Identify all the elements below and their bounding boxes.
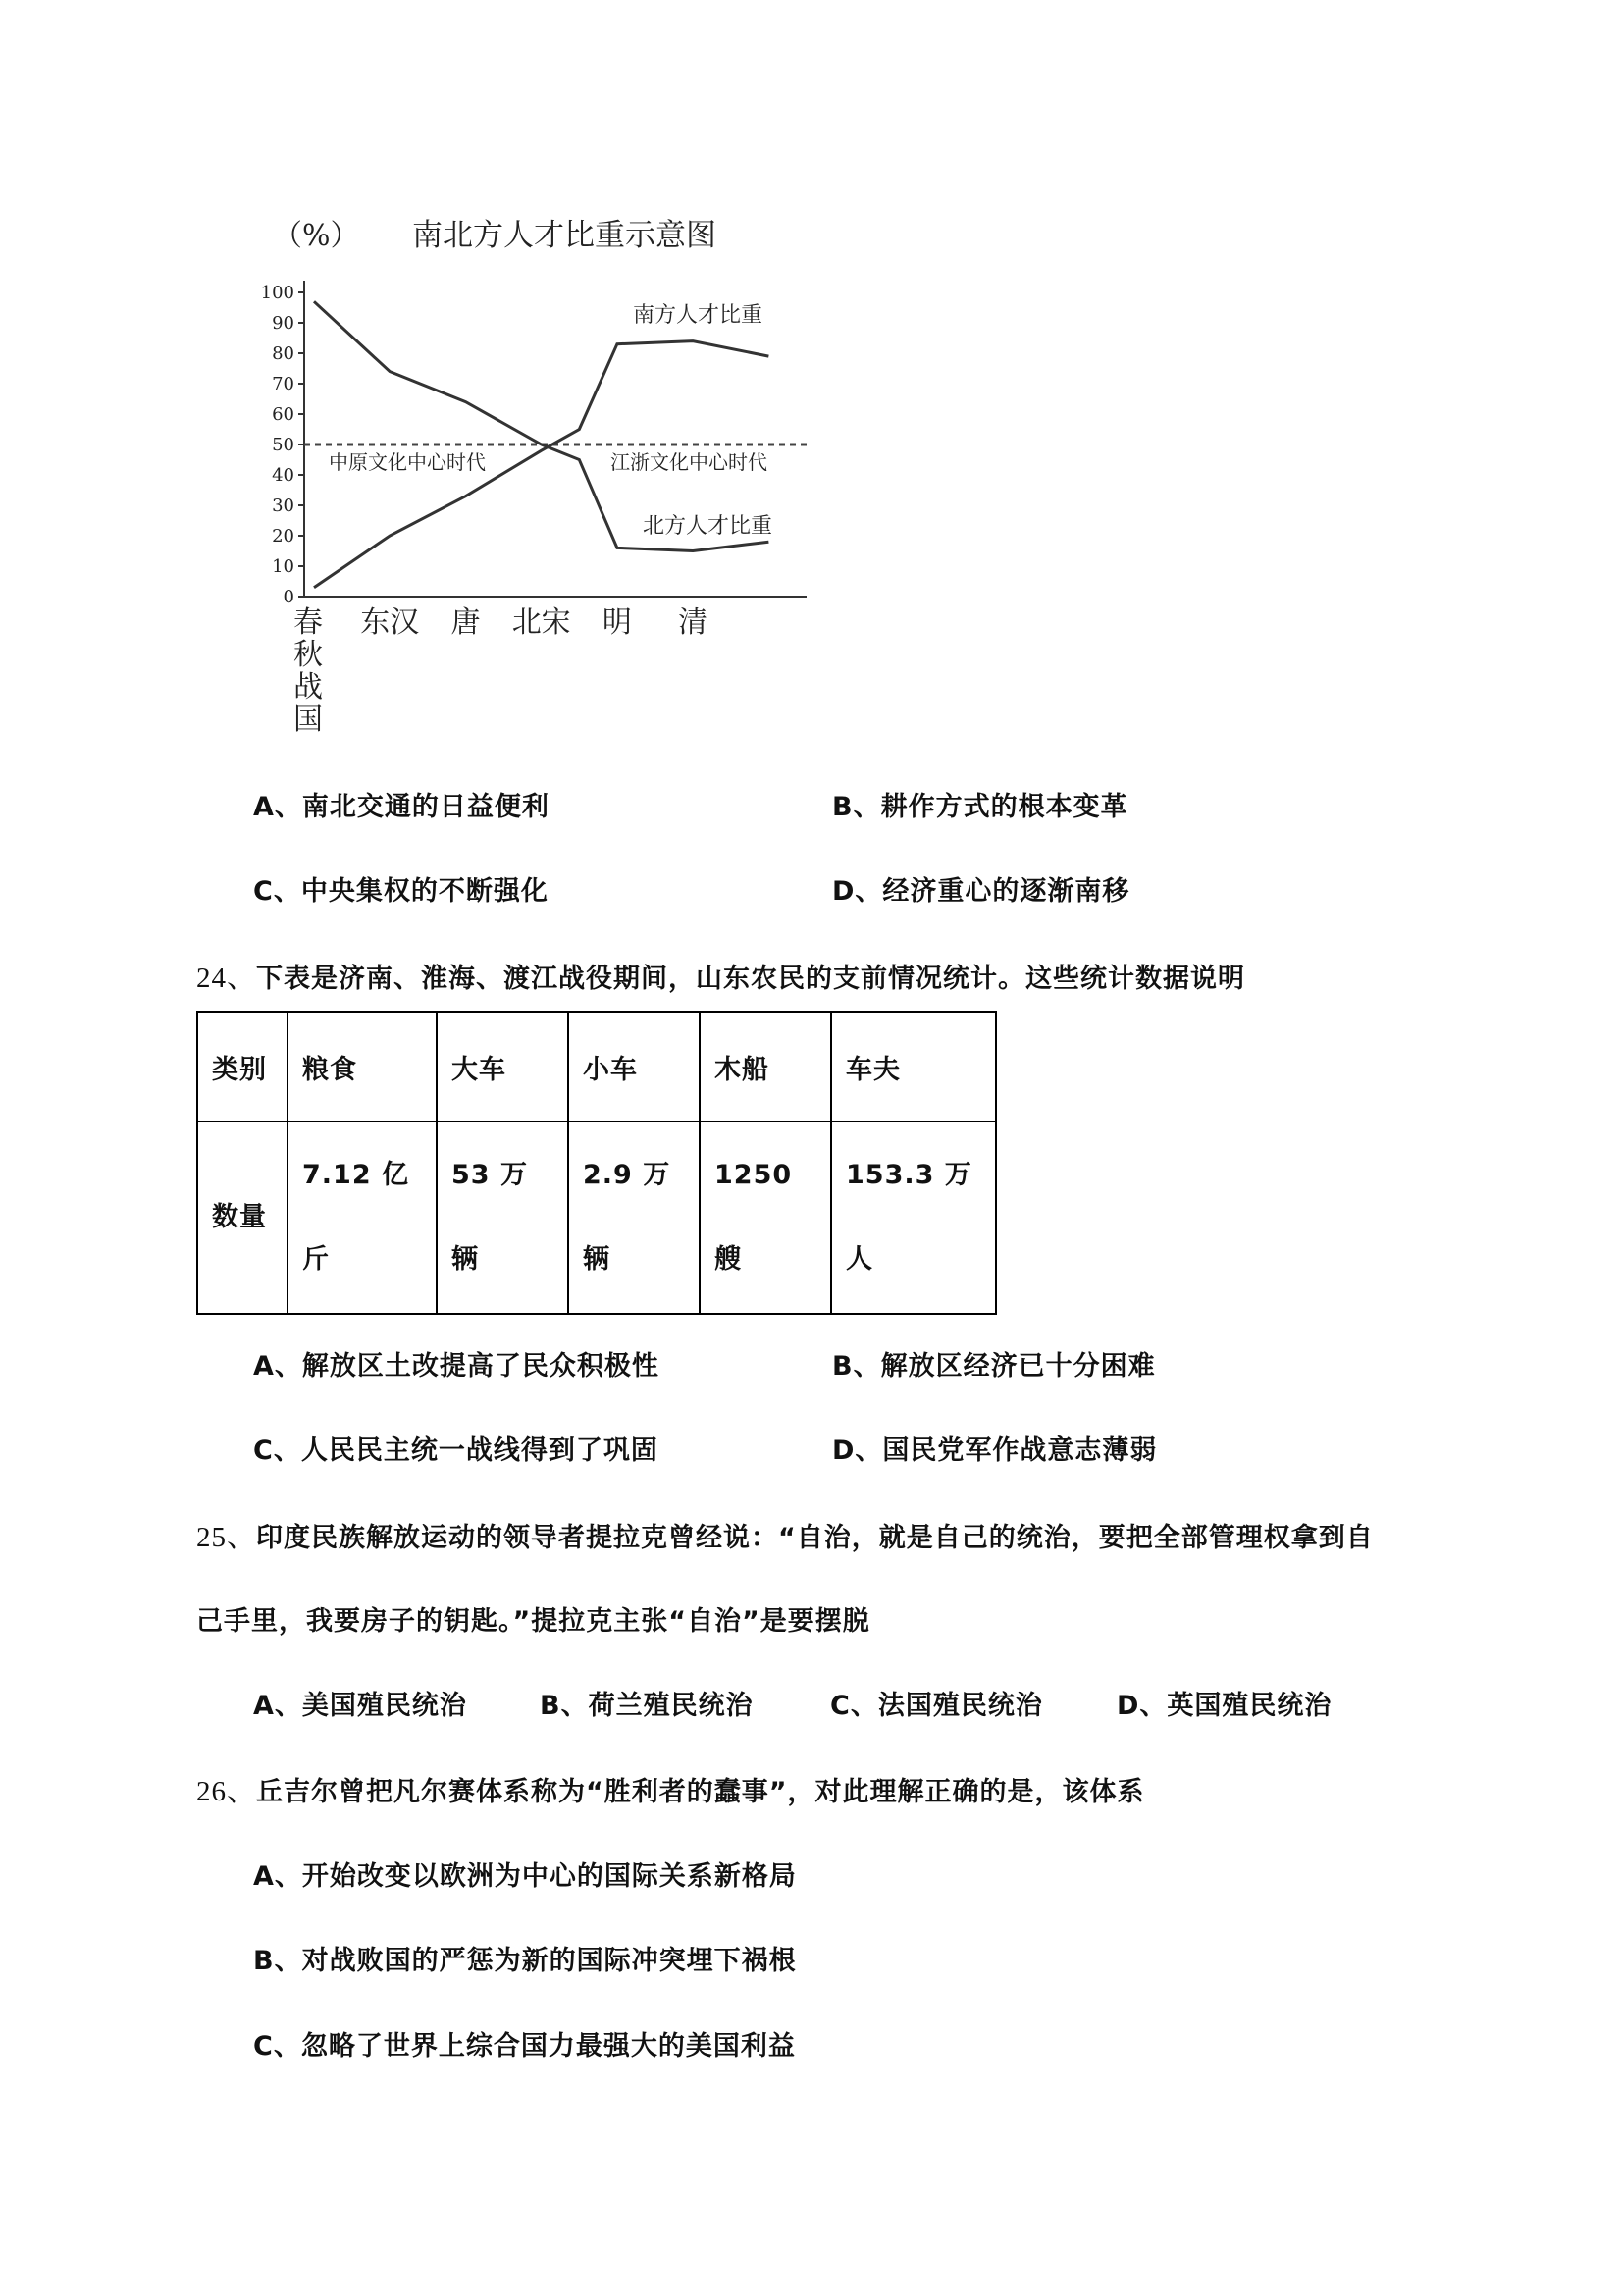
chart-title: 南北方人才比重示意图 <box>412 218 716 253</box>
table-cell <box>700 1122 831 1314</box>
table-header-cell: 粮食 <box>288 1012 437 1122</box>
q24-option-c[interactable]: C、人民民主统一战线得到了巩固 <box>253 1435 658 1466</box>
x-tick-label: 唐 <box>450 605 481 640</box>
q25-stem-line1 <box>196 1515 1374 1555</box>
q24-option-d[interactable]: D、国民党军作战意志薄弱 <box>832 1435 1158 1466</box>
q26-number: 26、 <box>196 1776 257 1807</box>
x-tick-label: 春秋战国 <box>293 605 323 737</box>
q24-option-b[interactable]: B、解放区经济已十分困难 <box>832 1351 1156 1382</box>
y-tick-label: 0 <box>283 587 294 607</box>
y-tick-label: 10 <box>272 556 294 577</box>
q25-stem-line2: 己手里，我要房子的钥匙。”提拉克主张“自治”是要摆脱 <box>196 1606 870 1637</box>
y-tick-label: 30 <box>272 496 294 516</box>
y-axis-ticks <box>261 283 304 607</box>
north-series-label: 北方人才比重 <box>643 514 773 539</box>
table-cell <box>288 1122 437 1314</box>
y-tick-label: 40 <box>272 465 294 486</box>
south-series-label: 南方人才比重 <box>633 303 763 328</box>
q26-stem-text: 丘吉尔曾把凡尔赛体系称为“胜利者的蠢事”，对此理解正确的是，该体系 <box>256 1777 1145 1807</box>
support-statistics-table <box>196 1011 997 1315</box>
table-row <box>197 1122 996 1314</box>
q25-option-a[interactable]: A、美国殖民统治 <box>253 1691 467 1721</box>
table-cell-unit: 辆 <box>451 1244 479 1275</box>
x-tick-label: 北宋 <box>511 605 571 640</box>
table-cell <box>831 1122 996 1314</box>
y-tick-label: 80 <box>272 343 294 364</box>
table-cell-value: 7.12 亿 <box>302 1160 410 1190</box>
table-cell-unit: 斤 <box>302 1244 330 1275</box>
table-header-cell: 木船 <box>700 1012 831 1122</box>
table-cell-value: 153.3 万 <box>846 1160 972 1190</box>
q23-option-c[interactable]: C、中央集权的不断强化 <box>253 876 549 907</box>
q24-number: 24、 <box>196 963 257 994</box>
table-header-cell: 车夫 <box>831 1012 996 1122</box>
q23-option-b[interactable]: B、耕作方式的根本变革 <box>832 792 1128 822</box>
table-cell <box>568 1122 700 1314</box>
y-tick-label: 70 <box>272 374 294 394</box>
table-cell-value: 2.9 万 <box>583 1160 671 1190</box>
table-header-cell: 大车 <box>437 1012 568 1122</box>
x-tick-label: 清 <box>678 605 708 640</box>
q24-stem-text: 下表是济南、淮海、渡江战役期间，山东农民的支前情况统计。这些统计数据说明 <box>256 964 1246 994</box>
y-tick-label: 20 <box>272 526 294 547</box>
table-cell-value: 1250 <box>714 1160 793 1190</box>
q25-stem-text-1: 印度民族解放运动的领导者提拉克曾经说：“自治，就是自己的统治，要把全部管理权拿到自 <box>256 1523 1374 1553</box>
chart-y-label: （%） <box>273 219 360 253</box>
y-tick-label: 60 <box>272 404 294 425</box>
q23-option-d[interactable]: D、经济重心的逐渐南移 <box>832 876 1130 907</box>
table-header-row <box>197 1012 996 1122</box>
table-cell-unit: 辆 <box>583 1244 610 1275</box>
x-axis-tick-labels <box>293 605 707 737</box>
q26-option-b[interactable]: B、对战败国的严惩为新的国际冲突埋下祸根 <box>253 1946 797 1976</box>
y-tick-label: 100 <box>260 283 294 303</box>
table-header-cell: 小车 <box>568 1012 700 1122</box>
table-cell-unit: 艘 <box>714 1244 742 1275</box>
x-tick-label: 东汉 <box>360 605 420 640</box>
annotation-jiangzhe: 江浙文化中心时代 <box>610 450 767 474</box>
table-cell-unit: 人 <box>846 1244 873 1275</box>
y-tick-label: 50 <box>272 435 294 455</box>
q26-option-c[interactable]: C、忽略了世界上综合国力最强大的美国利益 <box>253 2031 796 2061</box>
q25-option-b[interactable]: B、荷兰殖民统治 <box>540 1691 754 1721</box>
table-cell <box>437 1122 568 1314</box>
q25-number: 25、 <box>196 1522 257 1553</box>
q26-stem <box>196 1769 1145 1809</box>
table-row-label: 数量 <box>197 1122 288 1314</box>
annotation-central-plains: 中原文化中心时代 <box>329 450 486 474</box>
table-cell-value: 53 万 <box>451 1160 528 1190</box>
talent-ratio-chart <box>255 206 824 756</box>
table-header-cell: 类别 <box>197 1012 288 1122</box>
q25-option-d[interactable]: D、英国殖民统治 <box>1117 1691 1333 1721</box>
q26-option-a[interactable]: A、开始改变以欧洲为中心的国际关系新格局 <box>253 1861 797 1892</box>
x-tick-label: 明 <box>602 605 632 640</box>
y-tick-label: 90 <box>272 313 294 334</box>
q24-stem <box>196 956 1245 996</box>
q24-option-a[interactable]: A、解放区土改提高了民众积极性 <box>253 1351 659 1382</box>
q23-option-a[interactable]: A、南北交通的日益便利 <box>253 792 550 822</box>
q25-option-c[interactable]: C、法国殖民统治 <box>830 1691 1043 1721</box>
